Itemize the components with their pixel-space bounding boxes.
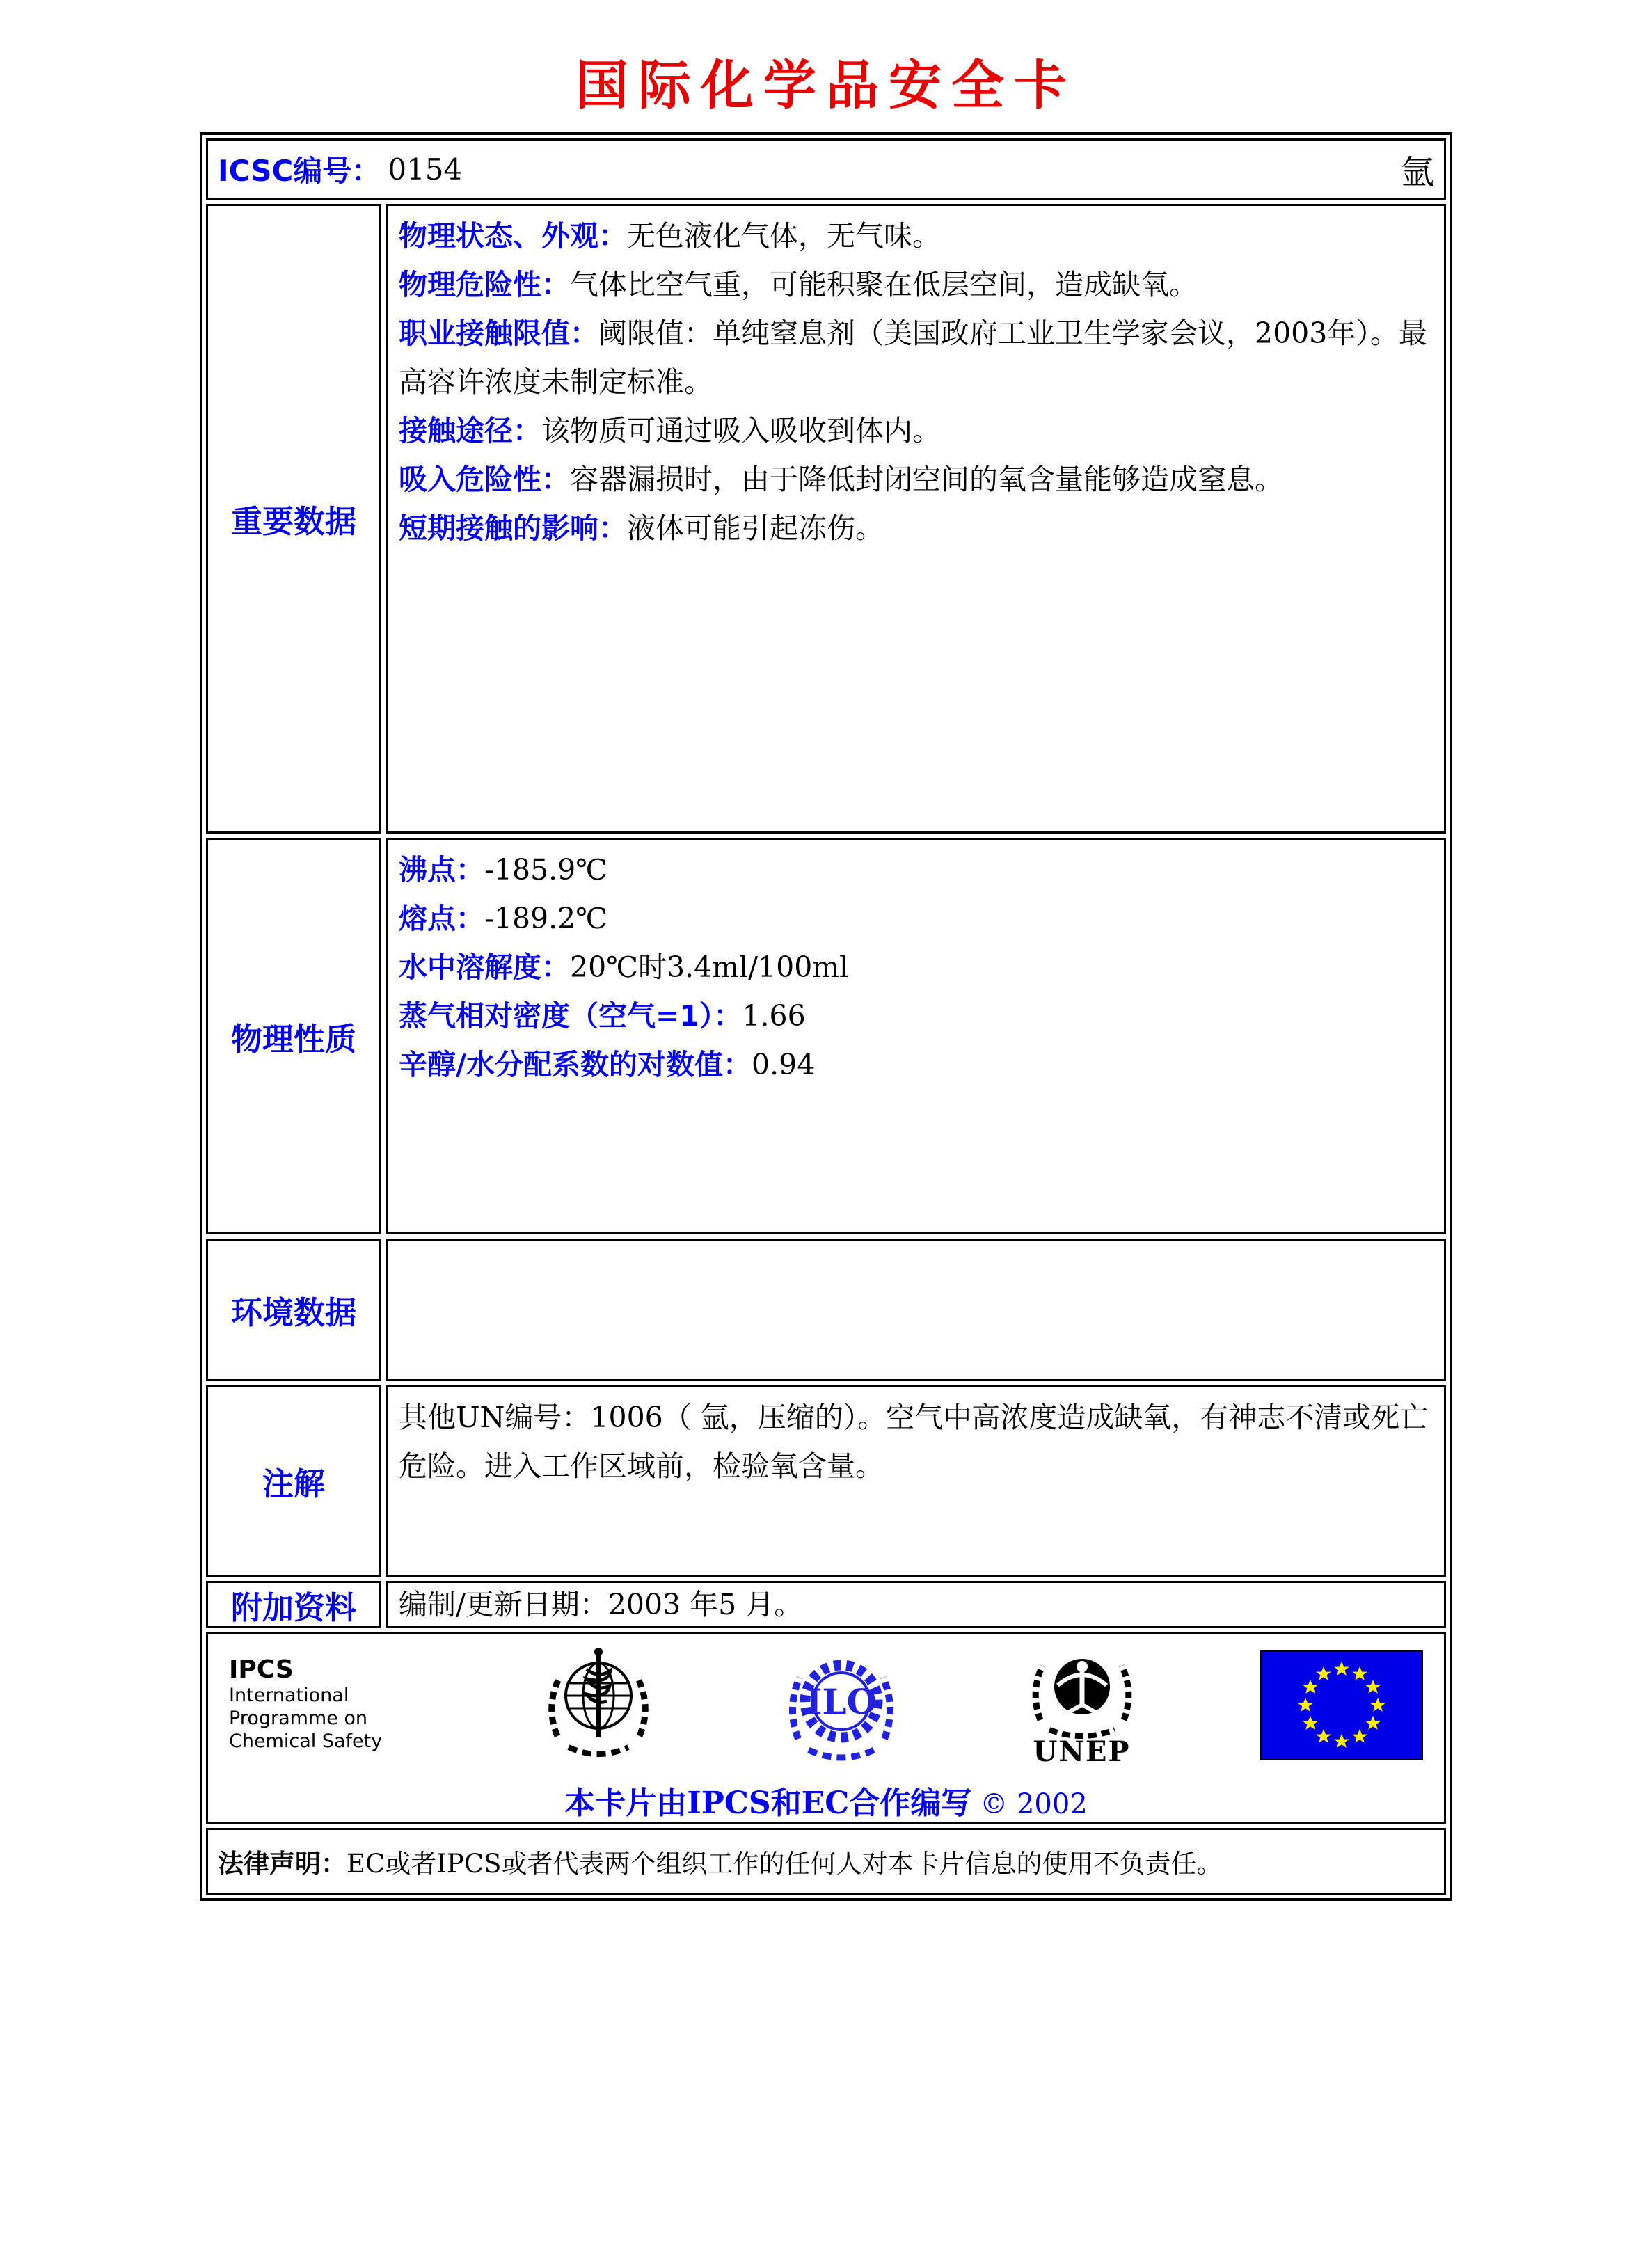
footer-cell bbox=[206, 1632, 1446, 1824]
field-water-solubility: 水中溶解度：20℃时3.4ml/100ml bbox=[399, 950, 849, 984]
footer-row bbox=[206, 1632, 1446, 1824]
field-physical-danger: 物理危险性：气体比空气重，可能积聚在低层空间，造成缺氧。 bbox=[399, 268, 1198, 301]
legal-cell bbox=[206, 1828, 1446, 1895]
icsc-number-group bbox=[218, 148, 462, 190]
field-exposure-routes: 接触途径：该物质可通过吸入吸收到体内。 bbox=[399, 414, 941, 447]
header-cell bbox=[206, 138, 1446, 200]
field-octanol-water: 辛醇/水分配系数的对数值：0.94 bbox=[399, 1048, 816, 1081]
logo-strip bbox=[223, 1643, 1429, 1768]
field-melting-point: 熔点：-189.2℃ bbox=[399, 902, 608, 935]
section-additional-info bbox=[206, 1581, 1446, 1628]
additional-info-content: 编制/更新日期：2003 年5 月。 bbox=[386, 1581, 1446, 1628]
additional-info-label: 附加资料 bbox=[206, 1581, 381, 1628]
unep-logo-icon bbox=[1023, 1644, 1141, 1740]
unep-logo-block bbox=[1023, 1644, 1141, 1768]
who-logo-icon bbox=[537, 1643, 660, 1768]
unep-logo-text: UNEP bbox=[1033, 1735, 1131, 1768]
notes-content: 其他UN编号：1006（ 氩，压缩的）。空气中高浓度造成缺氧，有神志不清或死亡危险。进入工作区域前，检验氧含量。 bbox=[386, 1385, 1446, 1577]
copyright-text: 本卡片由IPCS和EC合作编写 bbox=[564, 1785, 972, 1821]
legal-text: EC或者IPCS或者代表两个组织工作的任何人对本卡片信息的使用不负责任。 bbox=[347, 1849, 1223, 1879]
physical-properties-label: 物理性质 bbox=[206, 838, 381, 1234]
ipcs-line-1: International bbox=[229, 1685, 349, 1706]
copyright-year: © 2002 bbox=[980, 1788, 1088, 1820]
icsc-number-value: 0154 bbox=[388, 152, 463, 186]
section-important-data bbox=[206, 204, 1446, 834]
ipcs-text-block bbox=[229, 1655, 417, 1753]
physical-properties-content bbox=[386, 838, 1446, 1234]
icsc-number-label: ICSC编号： bbox=[218, 154, 381, 188]
ilo-logo-icon bbox=[779, 1643, 903, 1768]
environmental-data-label: 环境数据 bbox=[206, 1239, 381, 1381]
legal-label: 法律声明： bbox=[218, 1849, 347, 1879]
field-boiling-point: 沸点：-185.9℃ bbox=[399, 853, 608, 886]
ipcs-title: IPCS bbox=[229, 1655, 294, 1684]
copyright-line bbox=[223, 1778, 1429, 1822]
important-data-label: 重要数据 bbox=[206, 204, 381, 834]
ipcs-line-2: Programme on bbox=[229, 1708, 368, 1729]
field-physical-state: 物理状态、外观：无色液化气体，无气味。 bbox=[399, 219, 941, 253]
chemical-name: 氩 bbox=[1400, 152, 1434, 192]
icsc-table bbox=[200, 132, 1452, 1901]
field-occupational-limits: 职业接触限值：阈限值：单纯窒息剂（美国政府工业卫生学家会议，2003年）。最高容许浓度未制定标准。 bbox=[399, 317, 1427, 399]
ilo-logo-text: ILO bbox=[805, 1681, 877, 1722]
page-title: 国际化学品安全卡 bbox=[575, 54, 1077, 116]
section-physical-properties bbox=[206, 838, 1446, 1234]
section-environmental-data bbox=[206, 1239, 1446, 1381]
notes-label: 注解 bbox=[206, 1385, 381, 1577]
ipcs-line-3: Chemical Safety bbox=[229, 1730, 383, 1752]
legal-row bbox=[206, 1828, 1446, 1895]
environmental-data-content bbox=[386, 1239, 1446, 1381]
field-inhalation-risk: 吸入危险性：容器漏损时，由于降低封闭空间的氧含量能够造成窒息。 bbox=[399, 463, 1283, 496]
header-row bbox=[206, 138, 1446, 200]
eu-flag-icon bbox=[1260, 1650, 1423, 1760]
field-vapor-density: 蒸气相对密度（空气=1）：1.66 bbox=[399, 999, 806, 1033]
section-notes bbox=[206, 1385, 1446, 1577]
important-data-content bbox=[386, 204, 1446, 834]
field-short-term-effects: 短期接触的影响：液体可能引起冻伤。 bbox=[399, 511, 884, 545]
